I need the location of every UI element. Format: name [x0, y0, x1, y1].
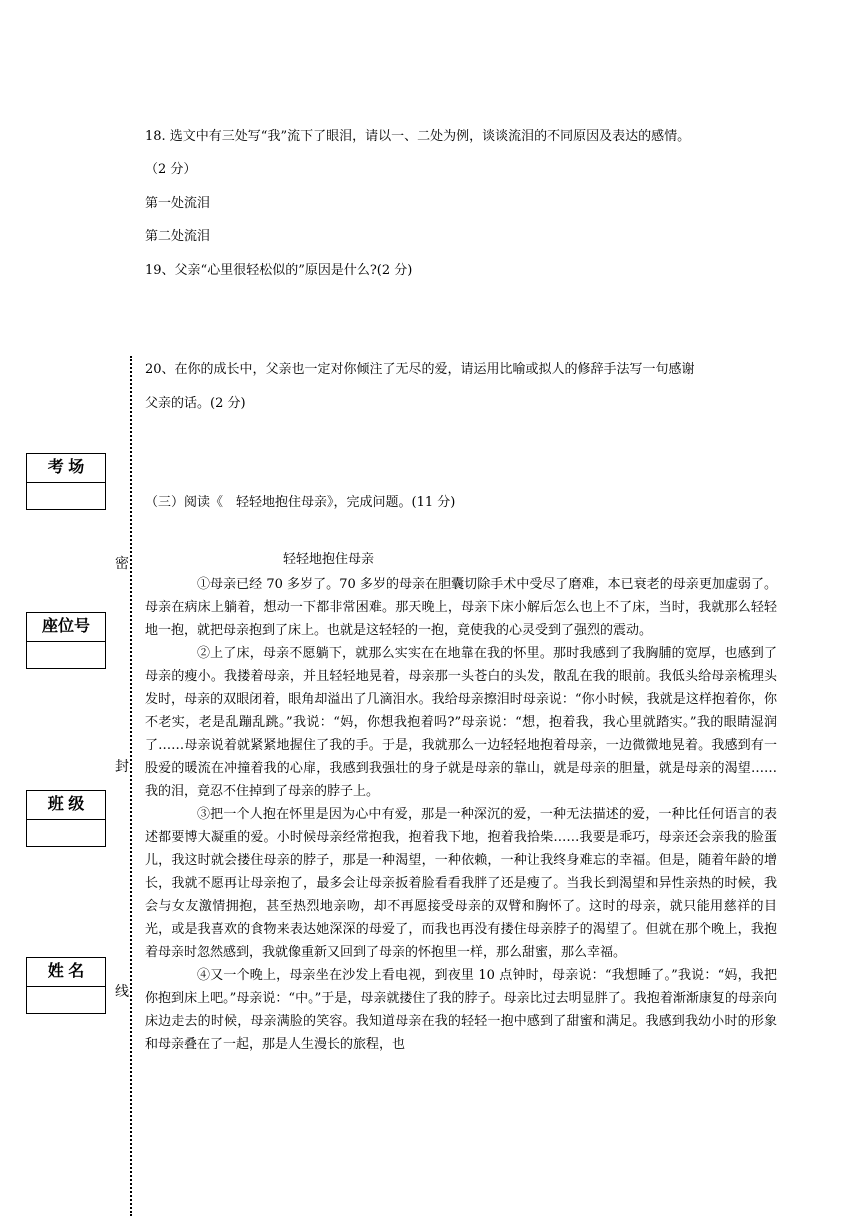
- seal-line: [130, 356, 132, 1216]
- class-label: 班 级: [27, 791, 105, 820]
- passage-paragraph: ①母亲已经 70 多岁了。70 多岁的母亲在胆囊切除手术中受尽了磨难，本已衰老的母亲更加虚弱了。母亲在病床上躺着，想动一下都非常困难。那天晚上，母亲下床小解后怎么也上不了床，当时，我就那么轻轻地一抱，就把母亲抱到了床上。也就是这轻轻的一抱，竟使我的心灵受到了强烈的震动。: [145, 577, 777, 638]
- exam-room-label: 考 场: [27, 454, 105, 483]
- section-heading: （三）阅读《 轻轻地抱住母亲》，完成问题。(11 分): [145, 495, 456, 510]
- exam-room-field: [27, 483, 105, 509]
- seal-char-feng: 封: [115, 759, 129, 775]
- class-field: [27, 820, 105, 846]
- name-field: [27, 987, 105, 1013]
- question-18-line2: （2 分）: [145, 162, 197, 177]
- passage-paragraph: ③把一个人抱在怀里是因为心中有爱，那是一种深沉的爱，一种无法描述的爱，一种比任何语言的表述都要博大凝重的爱。小时候母亲经常抱我，抱着我下地，抱着我拾柴……我要是乖巧，母亲还会亲我的脸蛋儿，我这时就会搂住母亲的脖子，那是一种渴望，一种依赖，一种让我终身难忘的幸福。但是，随着年龄的增长，我就不愿再让母亲抱了，最多会让母亲扳着脸看看我胖了还是瘦了。当我长到渴望和异性亲热的时候，我会与女友激情拥抱，甚至热烈地亲吻，却不再愿接受母亲的双臂和胸怀了。这时的母亲，就只能用慈祥的目光，或是我喜欢的食物来表达她深深的母爱了，而我也再没有搂住母亲脖子的渴望了。但就在那个晚上，我抱着母亲时忽然感到，我就像重新又回到了母亲的怀抱里一样，那么甜蜜，那么幸福。: [145, 807, 777, 960]
- passage-body: [145, 573, 777, 1056]
- passage-title: 轻轻地抱住母亲: [283, 552, 375, 567]
- passage-paragraph: ④又一个晚上，母亲坐在沙发上看电视，到夜里 10 点钟时，母亲说：“我想睡了。”我说：“妈，我把你抱到床上吧。”母亲说：“中。”于是，母亲就搂住了我的脖子。母亲比过去明显胖了。我抱着渐渐康复的母亲向床边走去的时候，母亲满脸的笑容。我知道母亲在我的轻轻一抱中感到了甜蜜和满足。我感到我幼小时的形象和母亲叠在了一起，那是人生漫长的旅程，也: [145, 968, 777, 1052]
- question-18-answer-1: 第一处流泪: [145, 196, 211, 211]
- exam-room-box: [26, 453, 106, 510]
- seat-number-field: [27, 642, 105, 668]
- seal-char-xian: 线: [115, 984, 129, 1000]
- question-20-line1: 20、在你的成长中，父亲也一定对你倾注了无尽的爱，请运用比喻或拟人的修辞手法写一句感谢: [145, 362, 695, 377]
- question-20-line2: 父亲的话。(2 分): [145, 396, 246, 411]
- question-19: 19、父亲“心里很轻松似的”原因是什么?(2 分): [145, 263, 413, 278]
- passage-paragraph: ②上了床，母亲不愿躺下，就那么实实在在地靠在我的怀里。那时我感到了我胸脯的宽厚，也感到了母亲的瘦小。我搂着母亲，并且轻轻地晃着，母亲那一头苍白的头发，散乱在我的眼前。我低头给母亲梳理头发时，母亲的双眼闭着，眼角却溢出了几滴泪水。我给母亲擦泪时母亲说：“你小时候，我就是这样抱着你，你不老实，老是乱蹦乱跳。”我说：“妈，你想我抱着吗?”母亲说：“想，抱着我，我心里就踏实。”我的眼睛湿润了……母亲说着就紧紧地握住了我的手。于是，我就那么一边轻轻地抱着母亲，一边微微地晃着。我感到有一股爱的暖流在冲撞着我的心扉，我感到我强壮的身子就是母亲的靠山，就是母亲的胆量，就是母亲的渴望……我的泪，竟忍不住掉到了母亲的脖子上。: [145, 646, 777, 799]
- seat-number-label: 座位号: [27, 613, 105, 642]
- question-18-line1: 18. 选文中有三处写“我”流下了眼泪，请以一、二处为例，谈谈流泪的不同原因及表达的感情。: [145, 129, 691, 144]
- name-label: 姓 名: [27, 958, 105, 987]
- class-box: [26, 790, 106, 847]
- question-18-answer-2: 第二处流泪: [145, 229, 211, 244]
- seat-number-box: [26, 612, 106, 669]
- seal-char-mi: 密: [115, 556, 129, 572]
- name-box: [26, 957, 106, 1014]
